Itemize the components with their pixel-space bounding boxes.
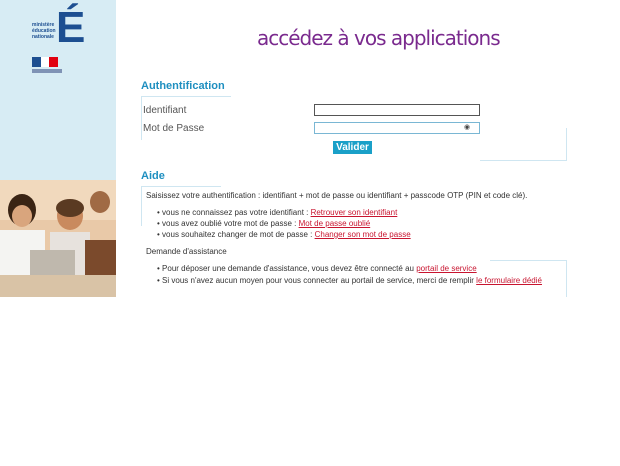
auth-frame-left [141,96,142,140]
valider-button[interactable]: Valider [333,141,372,154]
aide-item-text: vous souhaitez changer de mot de passe : [162,230,315,239]
eye-icon[interactable]: ◉ [464,124,471,131]
aide-frame-top [141,186,221,187]
bullet-dot: • [157,208,160,217]
aide-intro: Saisissez votre authentification : identifiant + mot de passe ou identifiant + passcode OTP (PIN et code clé). [146,191,528,200]
password-input[interactable] [314,122,480,134]
assistance-item-form [157,276,542,285]
assistance-item-text: Si vous n'avez aucun moyen pour vous connecter au portail de service, merci de remplir [162,276,477,285]
bullet-dot: • [157,230,160,239]
portail-de-service-link[interactable]: portail de service [416,264,477,273]
ministry-text: ministère éducation nationale [32,22,56,40]
aide-item-password-change [157,230,411,239]
bullet-dot: • [157,276,160,285]
retrouver-identifiant-link[interactable]: Retrouver son identifiant [310,208,398,217]
ministry-logo [32,3,90,54]
assistance-item-text: Pour déposer une demande d'assistance, vous devez être connecté au [162,264,417,273]
logo-e-glyph: É [56,3,86,52]
formulaire-dedie-link[interactable]: le formulaire dédié [476,276,542,285]
changer-mot-de-passe-link[interactable]: Changer son mot de passe [314,230,411,239]
republic-caption [32,69,62,73]
bullet-dot: • [157,264,160,273]
bullet-dot: • [157,219,160,228]
auth-section-title: Authentification [141,80,225,92]
aide-section-title: Aide [141,170,165,182]
auth-frame-top [141,96,231,97]
mot-de-passe-oublie-link[interactable]: Mot de passe oublié [298,219,371,228]
aide-item-text: vous ne connaissez pas votre identifiant : [162,208,311,217]
aide-item-identifiant [157,208,397,217]
auth-frame-bottom [480,160,567,161]
assistance-title: Demande d'assistance [146,247,227,256]
sidebar [0,0,116,297]
page-title: accédez à vos applications [257,26,500,50]
auth-frame-right [566,128,567,160]
identifiant-input[interactable] [314,104,480,116]
assistance-frame-top [490,260,566,261]
assistance-frame-right [566,260,567,297]
republic-flag-icon [32,57,58,67]
classroom-photo [0,180,116,297]
aide-item-password-forgot [157,219,370,228]
password-label: Mot de Passe [143,123,205,134]
assistance-item-portal [157,264,477,273]
aide-item-text: vous avez oublié votre mot de passe : [162,219,299,228]
identifiant-label: Identifiant [143,105,187,116]
aide-frame-left [141,186,142,226]
